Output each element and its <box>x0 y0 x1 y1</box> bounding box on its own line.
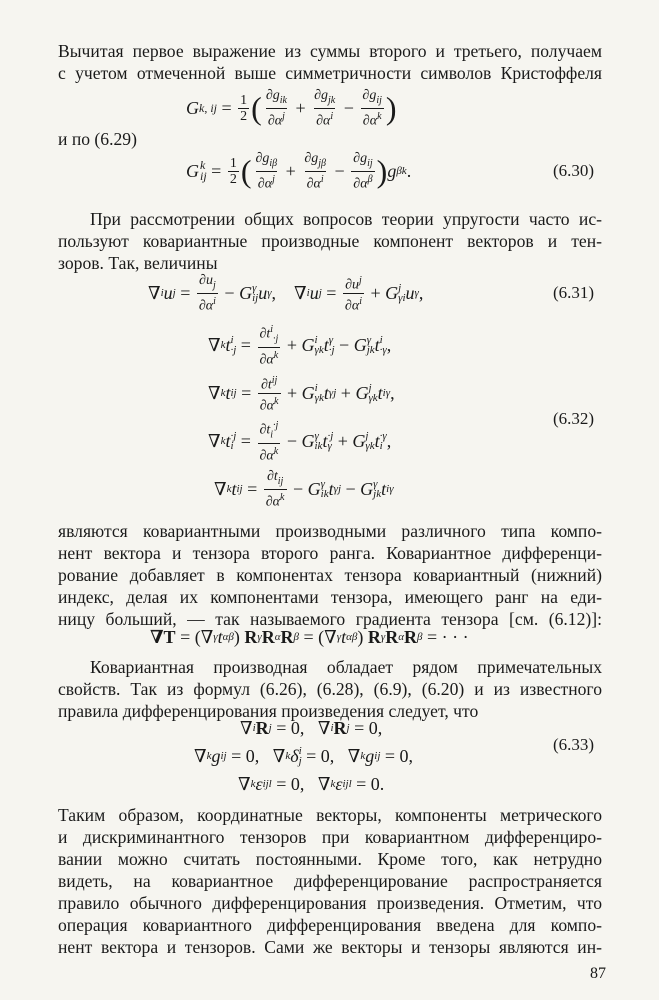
text-line: вании можно считать постоянными. Кроме того, как нетрудно <box>58 849 602 869</box>
text-line: и дискриминантного тензоров при ковариантном дифференциро- <box>58 827 602 847</box>
text-line: правило обычного дифференцирования произведения. Отметим, что <box>58 893 602 913</box>
equation-6-30: G k ij = $\frac{1}{2}$ ( $\frac{\partial g_{i\beta}}{\partial\alpha^j}$ + $\frac{\partial g_{j\beta}}{\partial\alpha^i}$ − $\frac{\partial g_{ij}}{\partial\alpha^\beta}$ ) g βk . <box>186 150 412 192</box>
equation-number: (6.31) <box>553 283 595 302</box>
text-line: рование добавляет в компонентах тензора ковариантный (нижний) <box>58 565 602 585</box>
text-line: Вычитая первое выражение из суммы второго и третьего, получаем <box>58 41 602 61</box>
text-line: пользуют ковариантные производные компонент векторов и тен- <box>58 231 602 251</box>
text-line: свойств. Так из формул (6.26), (6.28), (6.9), (6.20) и из известного <box>58 679 602 699</box>
text-line: нент вектора и тензора второго ранга. Ковариантное дифференци- <box>58 543 602 563</box>
equation-6-32-line: ∇ k t ij = $\frac{\partial t^{ij}}{\partial\alpha^k}$ + G i γk t γj + G j γk t iγ , <box>208 374 395 414</box>
text-line: операция ковариантного дифференцирования введена для компо- <box>58 915 602 935</box>
text-line: правила дифференцирования произведения следует, что <box>58 701 479 721</box>
equation-number: (6.30) <box>553 161 595 180</box>
text-line: нент вектора и тензоров. Сами же векторы и тензоры являются ин- <box>58 937 602 957</box>
equation-christoffel-first-kind: G k, ij = $\frac{1}{2}$ ( $\frac{\partial g_{ik}}{\partial\alpha^j}$ + $\frac{\partial g_{jk}}{\partial\alpha^i}$ − $\frac{\partial g_{ij}}{\partial\alpha^k}$ ) <box>186 87 397 129</box>
text-line: Ковариантная производная обладает рядом примечательных <box>90 657 602 677</box>
text-line: видеть, на ковариантное дифференцирование распространяется <box>58 871 602 891</box>
equation-tensor-gradient: ∇T = (∇ γ t αβ ) R γ R α R β = (∇ γ t αβ ) R γ R α R β = · · · <box>150 627 469 647</box>
equation-6-33-line: ∇ i R j = 0, ∇ i R j = 0, <box>240 718 383 738</box>
equation-number: (6.32) <box>553 409 595 428</box>
equation-6-32-line: ∇ k t i ·j = $\frac{\partial t^i_{\cdot j}}{\partial\alpha^k}$ + G i γk t γ ·j − G γ jk t i ·γ , <box>208 324 392 368</box>
equation-6-33-line: ∇ k g ij = 0, ∇ k δ i j = 0, ∇ k g ij = 0, <box>194 745 414 767</box>
text-line: Таким образом, координатные векторы, компоненты метрического <box>58 805 602 825</box>
text-line: являются ковариантными производными различного типа компо- <box>58 521 602 541</box>
text-line: ницу больший, — так называемого градиента тензора [см. (6.12)]: <box>58 609 602 629</box>
text-line: зоров. Так, величины <box>58 253 218 273</box>
page-number: 87 <box>590 965 606 982</box>
equation-6-31: ∇ i u j = $\frac{\partial u_j}{\partial\alpha^i}$ − G γ ij u γ , ∇ i u j = $\frac{\partial u^j}{\partial\alpha^i}$ + G j γi u γ , <box>148 272 424 314</box>
equation-6-32-line: ∇ k t ij = $\frac{\partial t_{ij}}{\partial\alpha^k}$ − G γ ik t γj − G γ jk t iγ <box>214 468 394 510</box>
text-line: и по (6.29) <box>58 129 137 149</box>
equation-6-32-line: ∇ k t ·j i = $\frac{\partial t_i^{\cdot j}}{\partial\alpha^k}$ − G γ ik t ·j γ + G j γk t ·γ i , <box>208 420 392 464</box>
text-line: индекс, делая их компонентами тензора, имеющего ранг на еди- <box>58 587 602 607</box>
equation-number: (6.33) <box>553 735 595 754</box>
text-line: с учетом отмеченной выше симметричности символов Кристоффеля <box>58 63 602 83</box>
equation-6-33-line: ∇ k ε ijl = 0, ∇ k ε ijl = 0. <box>238 774 385 794</box>
text-line: При рассмотрении общих вопросов теории упругости часто ис- <box>90 209 602 229</box>
